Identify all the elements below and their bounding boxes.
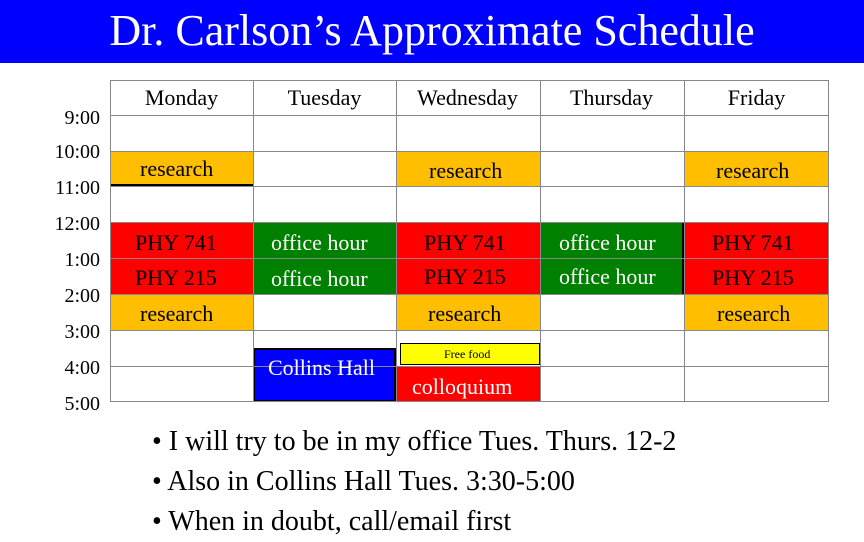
time-label: 12:00: [54, 213, 100, 235]
tuesday-office-hour-label: office hour: [271, 266, 368, 291]
grid-row-divider: [110, 222, 829, 223]
wednesday-research-label: research: [428, 301, 502, 326]
friday-phy215-label: PHY 215: [712, 265, 794, 290]
monday-phy741-label: PHY 741: [135, 230, 217, 255]
friday-research-label: research: [717, 301, 791, 326]
time-label: 1:00: [64, 249, 100, 271]
note-item: • I will try to be in my office Tues. Thurs. 12-2: [152, 426, 677, 457]
wednesday-phy215-label: PHY 215: [424, 264, 506, 289]
grid-column-divider: [396, 80, 397, 402]
wednesday-free-food-label: Free food: [444, 347, 491, 361]
thursday-office-hour-label: office hour: [559, 230, 656, 255]
time-label: 2:00: [64, 285, 100, 307]
wednesday-colloquium-label: colloquium: [412, 374, 513, 399]
thursday-office-hour-label: office hour: [559, 264, 656, 289]
wednesday-research-label: research: [429, 158, 503, 183]
grid-column-divider: [253, 80, 254, 402]
day-header-thursday: Thursday: [569, 85, 654, 110]
grid-row-divider: [110, 294, 829, 295]
day-header-wednesday: Wednesday: [417, 85, 518, 110]
day-header-friday: Friday: [727, 85, 786, 110]
tuesday-office-hour-label: office hour: [271, 230, 368, 255]
friday-phy741-label: PHY 741: [712, 230, 794, 255]
day-header-tuesday: Tuesday: [287, 85, 362, 110]
monday-phy215-label: PHY 215: [135, 265, 217, 290]
wednesday-phy741-label: PHY 741: [424, 230, 506, 255]
grid-row-divider: [110, 115, 829, 116]
time-label: 4:00: [64, 357, 100, 379]
grid-column-divider: [540, 80, 541, 402]
grid-column-divider: [684, 80, 685, 402]
note-item: • Also in Collins Hall Tues. 3:30-5:00: [152, 466, 575, 497]
grid-row-divider: [110, 366, 829, 367]
grid-row-divider: [110, 151, 829, 152]
time-label: 5:00: [64, 393, 100, 415]
day-header-monday: Monday: [144, 85, 219, 110]
time-label: 11:00: [55, 177, 100, 199]
monday-research-label: research: [140, 156, 214, 181]
tuesday-collins-hall-label: Collins Hall: [268, 355, 375, 380]
friday-research-label: research: [716, 158, 790, 183]
time-label: 3:00: [64, 321, 100, 343]
time-label: 9:00: [64, 107, 100, 129]
monday-research-label: research: [140, 301, 214, 326]
time-label: 10:00: [54, 141, 100, 163]
page-title: Dr. Carlson’s Approximate Schedule: [109, 6, 755, 55]
grid-row-divider: [110, 186, 829, 187]
grid-row-divider: [110, 330, 829, 331]
notes-list: [152, 422, 842, 542]
grid-row-divider: [110, 258, 829, 259]
note-item: • When in doubt, call/email first: [152, 506, 512, 537]
